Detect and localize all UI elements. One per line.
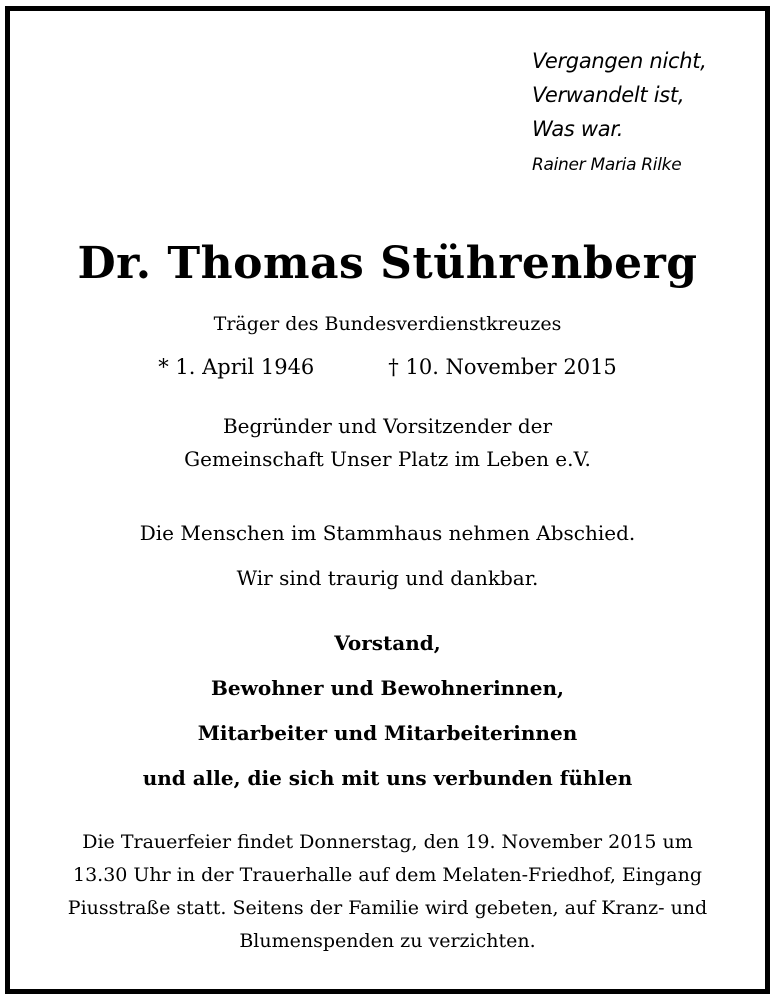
funeral-notice <box>0 826 775 958</box>
mourner-line: Bewohner und Bewohnerinnen, <box>211 676 564 700</box>
farewell-line: Wir sind traurig und dankbar. <box>236 566 539 590</box>
role-line: Begründer und Vorsitzender der <box>222 414 553 438</box>
life-dates <box>0 355 775 379</box>
mourners-list <box>0 621 775 801</box>
death-date: † 10. November 2015 <box>388 355 617 379</box>
honor-subtitle: Träger des Bundesverdienstkreuzes <box>213 313 562 335</box>
mourner-line: Mitarbeiter und Mitarbeiterinnen <box>197 721 578 745</box>
mourner-line: und alle, die sich mit uns verbunden fühlen <box>142 766 633 790</box>
farewell-message <box>0 511 775 601</box>
quote-line: Was war. <box>532 117 624 141</box>
funeral-line: Piusstraße statt. Seitens der Familie wird gebeten, auf Kranz- und <box>67 897 708 919</box>
birth-date: * 1. April 1946 <box>158 355 315 379</box>
deceased-name: Dr. Thomas Stührenberg <box>77 238 698 289</box>
mourner-line: Vorstand, <box>334 631 441 655</box>
farewell-line: Die Menschen im Stammhaus nehmen Abschied. <box>139 521 636 545</box>
poem-quote <box>532 44 707 180</box>
funeral-line: 13.30 Uhr in der Trauerhalle auf dem Melaten-Friedhof, Eingang <box>72 864 702 886</box>
quote-author: Rainer Maria Rilke <box>532 155 682 175</box>
funeral-line: Die Trauerfeier findet Donnerstag, den 19. November 2015 um <box>82 831 693 853</box>
quote-line: Vergangen nicht, <box>532 49 707 73</box>
funeral-line: Blumenspenden zu verzichten. <box>239 930 536 952</box>
role-line: Gemeinschaft Unser Platz im Leben e.V. <box>184 447 591 471</box>
quote-line: Verwandelt ist, <box>532 83 685 107</box>
role-description <box>0 410 775 476</box>
